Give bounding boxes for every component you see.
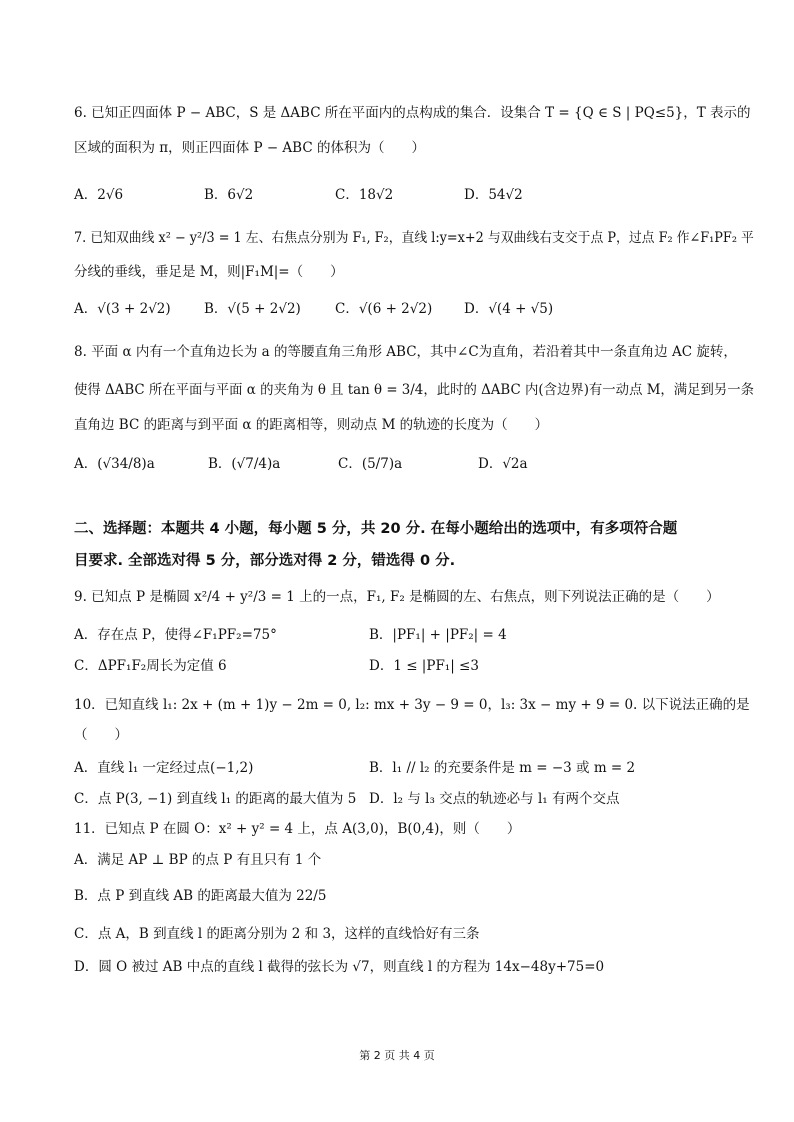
section-2-heading-line-2: 目要求. 全部选对得 5 分，部分选对得 2 分，错选得 0 分.	[74, 553, 456, 569]
q8-line-1: 8. 平面 α 内有一个直角边长为 a 的等腰直角三角形 ABC，其中∠C为直角，若沿着其中一条直角边 AC 旋转，	[74, 344, 737, 360]
q6-option-c: C．18√2	[335, 187, 394, 203]
q7-option-c: C．√(6 + 2√2)	[335, 301, 433, 317]
q7-option-a: A．√(3 + 2√2)	[74, 301, 171, 317]
q8-line-3: 直角边 BC 的距离与到平面 α 的距离相等，则动点 M 的轨迹的长度为（ ）	[74, 417, 549, 433]
q6-option-d: D．54√2	[464, 187, 523, 203]
q10-option-c: C．点 P(3, −1) 到直线 l₁ 的距离的最大值为 5	[74, 791, 357, 807]
q6-option-a: A．2√6	[74, 187, 124, 203]
q8-option-c: C．(5/7)a	[338, 456, 403, 472]
q11-option-a: A．满足 AP ⊥ BP 的点 P 有且只有 1 个	[74, 852, 322, 868]
q10-option-b: B．l₁ // l₂ 的充要条件是 m = −3 或 m = 2	[369, 760, 636, 776]
section-2-heading-line-1: 二、选择题：本题共 4 小题，每小题 5 分，共 20 分. 在每小题给出的选项中，有多项符合题	[74, 521, 678, 537]
q9-line-1: 9. 已知点 P 是椭圆 x²/4 + y²/3 = 1 上的一点，F₁, F₂ 是椭圆的左、右焦点，则下列说法正确的是（ ）	[74, 589, 720, 605]
q8-option-b: B．(√7/4)a	[208, 456, 281, 472]
q10-option-d: D．l₂ 与 l₃ 交点的轨迹必与 l₁ 有两个交点	[369, 791, 620, 807]
q9-option-a: A．存在点 P，使得∠F₁PF₂=75°	[74, 627, 277, 643]
q9-option-c: C．ΔPF₁F₂周长为定值 6	[74, 658, 227, 674]
q11-option-b: B．点 P 到直线 AB 的距离最大值为 22/5	[74, 888, 327, 904]
q11-option-c: C．点 A，B 到直线 l 的距离分别为 2 和 3，这样的直线恰好有三条	[74, 926, 480, 942]
q8-option-a: A．(√34/8)a	[74, 456, 155, 472]
page-number-footer: 第 2 页 共 4 页	[359, 1049, 435, 1062]
q11-option-d: D．圆 O 被过 AB 中点的直线 l 截得的弦长为 √7，则直线 l 的方程为 14x−48y+75=0	[74, 959, 605, 975]
q9-option-b: B．|PF₁| + |PF₂| = 4	[369, 627, 507, 643]
q6-line-2: 区域的面积为 π，则正四面体 P − ABC 的体积为（ ）	[74, 140, 425, 156]
q11-line-1: 11．已知点 P 在圆 O：x² + y² = 4 上，点 A(3,0)，B(0,4)，则（ ）	[74, 821, 521, 837]
q7-option-b: B．√(5 + 2√2)	[204, 301, 301, 317]
q10-option-a: A．直线 l₁ 一定经过点(−1,2)	[74, 760, 254, 776]
q9-option-d: D．1 ≤ |PF₁| ≤3	[369, 658, 479, 674]
q10-line-2: （ ）	[74, 727, 128, 743]
q8-line-2: 使得 ΔABC 所在平面与平面 α 的夹角为 θ 且 tan θ = 3/4，此时的 ΔABC 内(含边界)有一动点 M，满足到另一条	[74, 382, 755, 398]
q8-option-d: D．√2a	[478, 456, 528, 472]
q6-line-1: 6. 已知正四面体 P − ABC，S 是 ΔABC 所在平面内的点构成的集合．设集合 T = {Q ∈ S | PQ≤5}，T 表示的	[74, 105, 751, 121]
q7-option-d: D．√(4 + √5)	[464, 301, 554, 317]
q7-line-1: 7. 已知双曲线 x² − y²/3 = 1 左、右焦点分别为 F₁, F₂，直线 l:y=x+2 与双曲线右支交于点 P，过点 F₂ 作∠F₁PF₂ 平	[74, 230, 754, 246]
q7-line-2: 分线的垂线，垂足是 M，则|F₁M|=（ ）	[74, 264, 344, 280]
q6-option-b: B．6√2	[204, 187, 254, 203]
q10-line-1: 10．已知直线 l₁: 2x + (m + 1)y − 2m = 0, l₂: mx + 3y − 9 = 0，l₃: 3x − my + 9 = 0. 以下说法正确的是	[74, 697, 750, 713]
